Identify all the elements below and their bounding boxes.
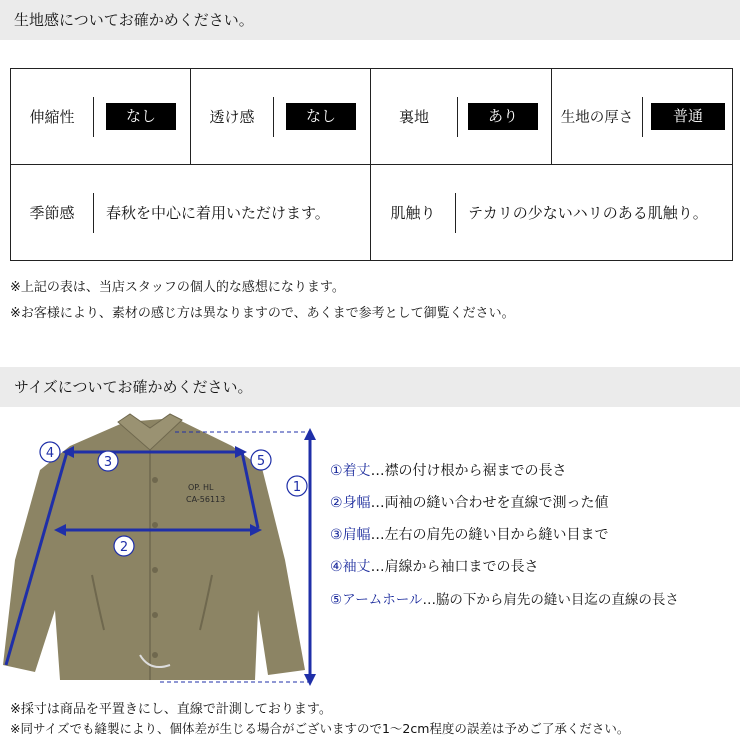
- sheer-value: なし: [286, 103, 356, 130]
- legend-num: ③: [330, 527, 343, 543]
- svg-text:3: 3: [103, 455, 113, 470]
- size-note-1: ※採寸は商品を平置きにし、直線で計測しております。: [10, 702, 332, 717]
- fabric-note-2: ※お客様により、素材の感じ方は異なりますので、あくまで参考として御覧ください。: [10, 306, 515, 321]
- legend-item-chest: [330, 492, 609, 512]
- stretch-cell: [11, 69, 191, 165]
- stretch-value: なし: [106, 103, 176, 130]
- legend-desc: …襟の付け根から裾までの長さ: [370, 463, 567, 479]
- lining-value: あり: [468, 103, 538, 130]
- divider: [93, 97, 94, 137]
- jacket-diagram: [0, 410, 330, 690]
- season-text: 春秋を中心に着用いただけます。: [106, 204, 330, 222]
- lining-cell: [371, 69, 552, 165]
- badge-5-icon: [251, 450, 271, 470]
- divider: [273, 97, 274, 137]
- badge-1-icon: [287, 476, 307, 496]
- texture-cell: [371, 165, 733, 261]
- legend-item-shoulder: [330, 524, 609, 544]
- badge-2-icon: [114, 536, 134, 556]
- legend-desc: …左右の肩先の縫い目から縫い目まで: [370, 527, 609, 543]
- season-cell: [11, 165, 371, 261]
- svg-text:5: 5: [256, 454, 266, 469]
- legend-desc: …脇の下から肩先の縫い目迄の直線の長さ: [422, 592, 679, 608]
- legend-key: 着丈: [342, 463, 371, 479]
- badge-4-icon: [40, 442, 60, 462]
- texture-text: テカリの少ないハリのある肌触り。: [468, 204, 708, 222]
- stretch-label: 伸縮性: [29, 108, 75, 126]
- legend-key: 肩幅: [342, 527, 371, 543]
- legend-item-length: [330, 460, 567, 480]
- sheer-cell: [191, 69, 371, 165]
- legend-item-sleeve: [330, 556, 539, 576]
- legend-key: 袖丈: [342, 559, 371, 575]
- lining-label: 裏地: [398, 108, 429, 126]
- legend-num: ①: [330, 463, 343, 479]
- jacket-print-2: CA-56113: [186, 495, 226, 504]
- svg-text:4: 4: [45, 446, 55, 461]
- season-label: 季節感: [29, 204, 75, 222]
- jacket-print-1: OP. HL: [188, 483, 214, 492]
- fabric-note-1: ※上記の表は、当店スタッフの個人的な感想になります。: [10, 280, 345, 295]
- legend-item-armhole: [330, 588, 679, 608]
- divider: [457, 97, 458, 137]
- texture-label: 肌触り: [390, 204, 436, 222]
- legend-num: ④: [330, 559, 343, 575]
- legend-num: ②: [330, 495, 343, 511]
- svg-text:1: 1: [292, 480, 302, 495]
- thickness-value: 普通: [651, 103, 725, 130]
- sheer-label: 透け感: [209, 108, 255, 126]
- fabric-table: [10, 68, 733, 261]
- svg-text:2: 2: [119, 540, 129, 555]
- legend-key: 身幅: [342, 495, 371, 511]
- legend-desc: …両袖の縫い合わせを直線で測った値: [370, 495, 609, 511]
- thickness-label: 生地の厚さ: [560, 110, 634, 126]
- divider: [642, 97, 643, 137]
- fabric-heading: 生地感についてお確かめください。: [0, 0, 740, 40]
- badge-3-icon: [98, 451, 118, 471]
- legend-num: ⑤: [330, 592, 343, 608]
- thickness-cell: [552, 69, 733, 165]
- size-note-2: ※同サイズでも縫製により、個体差が生じる場合がございますので1～2cm程度の誤差は予めご了承ください。: [10, 721, 630, 736]
- legend-desc: …肩線から袖口までの長さ: [370, 559, 539, 575]
- size-heading: サイズについてお確かめください。: [0, 367, 740, 407]
- legend-key: アームホール: [342, 592, 423, 608]
